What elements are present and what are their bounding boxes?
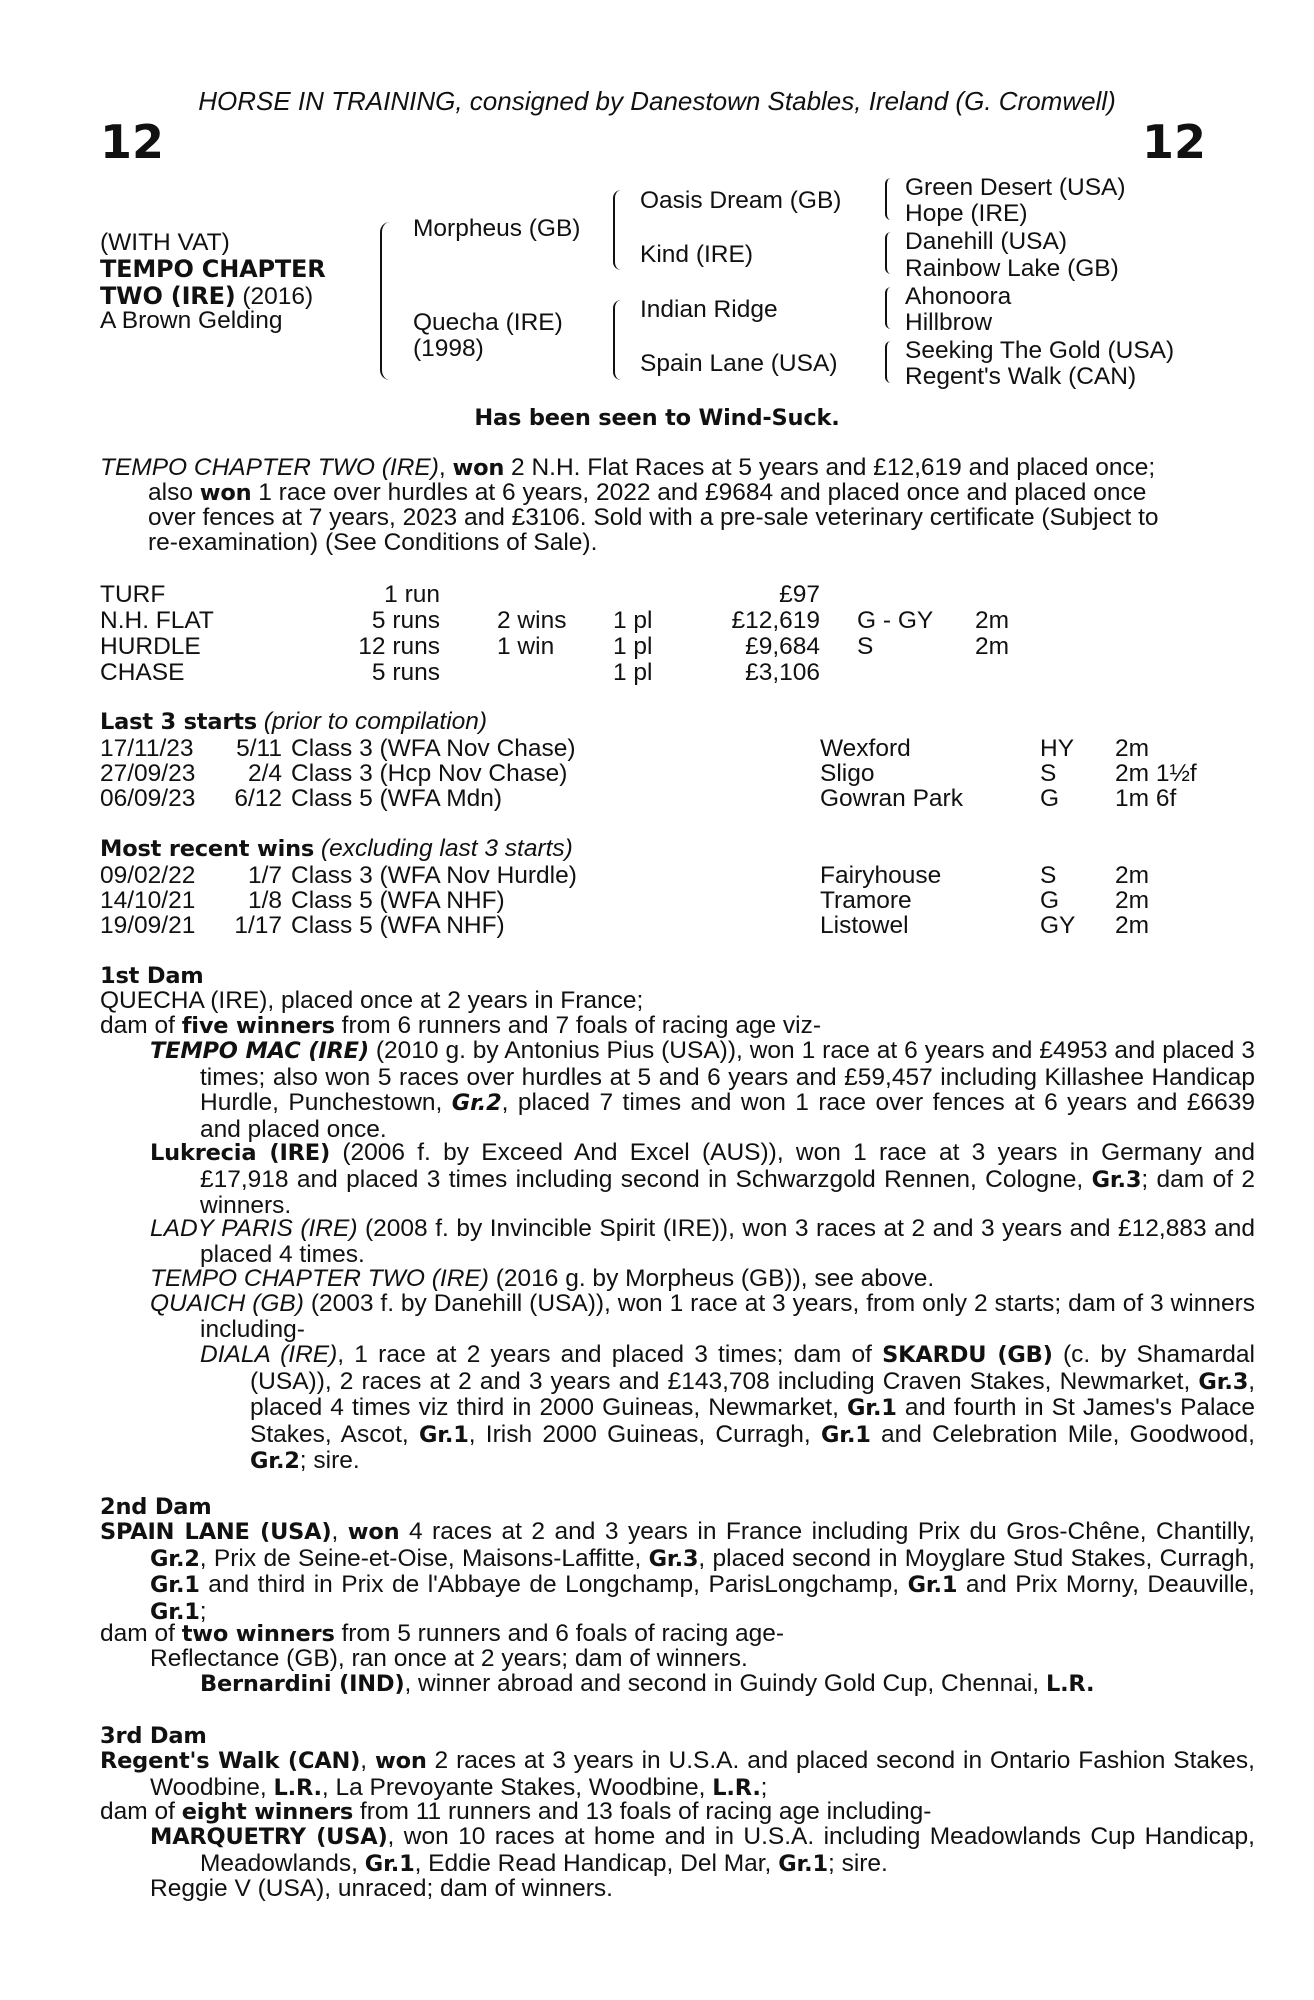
- text: and fourth in St James's Palace Stakes, Ascot,: [250, 1394, 1255, 1448]
- record-runs: 12 runs: [358, 633, 440, 660]
- brace-main: [380, 222, 390, 380]
- win-going: GY: [1040, 912, 1076, 939]
- grade: Gr.2: [250, 1448, 300, 1474]
- produce-name: SKARDU (GB): [882, 1342, 1053, 1368]
- vat-label: (WITH VAT): [100, 229, 230, 256]
- brace-g3: [885, 287, 892, 329]
- text: from 11 runners and 13 foals of racing age including-: [353, 1798, 932, 1825]
- text: , Irish 2000 Guineas, Curragh,: [468, 1420, 821, 1448]
- record-type: N.H. FLAT: [100, 607, 214, 634]
- produce-name: MARQUETRY (USA): [150, 1824, 388, 1850]
- grade: Gr.1: [820, 1421, 871, 1448]
- sire-sire: Oasis Dream (GB): [640, 187, 842, 214]
- text: , Prix de Seine-et-Oise, Maisons-Laffitte,: [199, 1544, 649, 1572]
- record-runs: 5 runs: [371, 607, 440, 634]
- recent-wins-note: (excluding last 3 starts): [314, 835, 573, 862]
- grade: Gr.1: [418, 1421, 469, 1448]
- record-dist: 2m: [975, 633, 1010, 660]
- grade: Gr.1: [778, 1850, 828, 1877]
- start-position: 6/12: [234, 785, 282, 812]
- produce-diala: [200, 1342, 1255, 1475]
- text: (2003 f. by Danehill (USA)), won 1 race at 3 years, from only 2 starts; dam of 3 winners including-: [200, 1290, 1255, 1343]
- start-distance: 2m 1½f: [1115, 760, 1197, 787]
- text: (2008 f. by Invincible Spirit (IRE)), won 3 races at 2 and 3 years and £12,883 and placed 4 times.: [200, 1215, 1255, 1268]
- summary-line4: re-examination) (See Conditions of Sale).: [148, 529, 598, 556]
- produce-lukrecia: [150, 1140, 1255, 1219]
- summary-comma: ,: [438, 454, 446, 481]
- ancestor-3: Danehill (USA): [905, 228, 1068, 255]
- dam-dam: Spain Lane (USA): [640, 350, 838, 377]
- win-date: 19/09/21: [100, 912, 196, 939]
- ancestor-1: Green Desert (USA): [905, 174, 1126, 201]
- grade: Gr.3: [648, 1545, 699, 1572]
- text: , Eddie Read Handicap, Del Mar,: [414, 1849, 779, 1877]
- produce-name: DIALA (IRE): [200, 1341, 338, 1368]
- start-position: 5/11: [236, 735, 282, 762]
- record-prize: £97: [779, 581, 820, 608]
- wind-note: Has been seen to Wind-Suck.: [474, 405, 840, 431]
- grade: Gr.2: [451, 1090, 502, 1116]
- first-dam-title: 1st Dam: [100, 963, 204, 989]
- record-runs: 5 runs: [371, 659, 440, 686]
- start-date: 17/11/23: [100, 735, 194, 762]
- sire: Morpheus (GB): [413, 215, 581, 242]
- grade: Gr.1: [150, 1598, 200, 1625]
- grade: Gr.2: [150, 1545, 200, 1572]
- summary-horse-name: TEMPO CHAPTER TWO (IRE): [100, 454, 439, 481]
- start-position: 2/4: [247, 760, 282, 787]
- text: dam of: [100, 1620, 182, 1647]
- summary-won2: won: [199, 480, 252, 506]
- third-dam-record: [100, 1748, 1255, 1801]
- dam-year: (1998): [413, 335, 484, 362]
- first-dam-line1: QUECHA (IRE), placed once at 2 years in France;: [100, 987, 644, 1014]
- text: ,: [360, 1747, 375, 1774]
- dam: Quecha (IRE): [413, 309, 563, 336]
- text: ; sire.: [299, 1447, 360, 1474]
- text: , placed 4 times viz third in 2000 Guineas, Newmarket,: [250, 1367, 1255, 1421]
- record-wins: 2 wins: [497, 607, 567, 634]
- produce-name: TEMPO MAC (IRE): [150, 1038, 369, 1064]
- text: , La Prevoyante Stakes, Woodbine,: [321, 1773, 713, 1801]
- brace-sire: [613, 190, 621, 270]
- page-header: HORSE IN TRAINING, consigned by Danestown Stables, Ireland (G. Cromwell): [198, 86, 1116, 116]
- text: , winner abroad and second in Guindy Gold Cup, Chennai,: [404, 1670, 1046, 1697]
- win-going: S: [1040, 862, 1057, 889]
- produce-quaich: [150, 1291, 1255, 1342]
- ancestor-8: Regent's Walk (CAN): [905, 363, 1137, 390]
- win-going: G: [1040, 887, 1060, 914]
- dam-name: SPAIN LANE (USA): [100, 1519, 332, 1545]
- produce-name: TEMPO CHAPTER TWO (IRE): [150, 1265, 489, 1292]
- text: (2016 g. by Morpheus (GB)), see above.: [488, 1265, 935, 1292]
- text: ; dam of 2 winners.: [200, 1165, 1255, 1219]
- grade: Gr.3: [1198, 1368, 1249, 1395]
- start-race: Class 3 (Hcp Nov Chase): [291, 760, 568, 787]
- win-course: Listowel: [820, 912, 909, 939]
- start-distance: 2m: [1115, 735, 1150, 762]
- horse-name-line1: TEMPO CHAPTER: [100, 255, 326, 283]
- start-race: Class 5 (WFA Mdn): [291, 785, 503, 812]
- horse-name-line2-wrap: [100, 282, 313, 310]
- produce-lady-paris: [150, 1216, 1255, 1267]
- text: 4 races at 2 and 3 years in France including Prix du Gros-Chêne, Chantilly,: [399, 1518, 1255, 1545]
- text: , placed second in Moyglare Stud Stakes, Curragh,: [698, 1544, 1255, 1572]
- text: dam of: [100, 1012, 182, 1039]
- win-race: Class 3 (WFA Nov Hurdle): [291, 862, 577, 889]
- winners-count: two winners: [181, 1621, 335, 1647]
- win-course: Fairyhouse: [820, 862, 942, 889]
- record-prize: £12,619: [731, 607, 820, 634]
- win-race: Class 5 (WFA NHF): [291, 912, 505, 939]
- produce-marquetry: [150, 1824, 1255, 1877]
- sire-dam: Kind (IRE): [640, 241, 754, 268]
- produce-name: LADY PARIS (IRE): [150, 1215, 358, 1242]
- grade: Gr.1: [907, 1572, 958, 1598]
- win-distance: 2m: [1115, 912, 1150, 939]
- text: ;: [199, 1597, 207, 1625]
- start-course: Sligo: [820, 760, 875, 787]
- win-distance: 2m: [1115, 862, 1150, 889]
- produce-name: QUAICH (GB): [150, 1290, 304, 1317]
- recent-wins-heading: [100, 836, 573, 862]
- text: from 5 runners and 6 foals of racing age-: [334, 1620, 785, 1647]
- start-going: HY: [1040, 735, 1075, 762]
- text: ; sire.: [827, 1849, 888, 1877]
- brace-g4: [885, 341, 892, 383]
- win-position: 1/7: [247, 862, 282, 889]
- text: and Prix Morny, Deauville,: [957, 1571, 1255, 1598]
- lot-number-left: 12: [100, 115, 165, 169]
- summary-line1: [100, 455, 1155, 482]
- start-going: G: [1040, 785, 1060, 812]
- third-dam-produce-line: [100, 1799, 931, 1826]
- second-dam-record: [100, 1519, 1255, 1625]
- summary-also: also: [148, 479, 200, 506]
- win-position: 1/17: [234, 912, 282, 939]
- win-race: Class 5 (WFA NHF): [291, 887, 505, 914]
- start-distance: 1m 6f: [1115, 785, 1177, 812]
- record-runs: 1 run: [384, 581, 440, 608]
- ancestor-7: Seeking The Gold (USA): [905, 337, 1175, 364]
- brace-g2: [885, 232, 892, 274]
- text: ;: [760, 1773, 768, 1801]
- record-prize: £3,106: [745, 659, 820, 686]
- grade: Gr.1: [364, 1850, 415, 1877]
- dam-name: Regent's Walk (CAN): [100, 1748, 361, 1774]
- summary-line3: over fences at 7 years, 2023 and £3106. Sold with a pre-sale veterinary certificate (Subject to: [148, 504, 1159, 531]
- win-position: 1/8: [247, 887, 282, 914]
- grade: L.R.: [712, 1774, 761, 1801]
- grade: Gr.1: [847, 1395, 897, 1421]
- second-dam-title: 2nd Dam: [100, 1494, 212, 1520]
- last3-heading: [100, 709, 487, 735]
- ancestor-4: Rainbow Lake (GB): [905, 255, 1119, 282]
- last3-note: (prior to compilation): [256, 708, 488, 735]
- ancestor-6: Hillbrow: [905, 309, 993, 336]
- record-going: G - GY: [857, 607, 934, 634]
- win-distance: 2m: [1115, 887, 1150, 914]
- text: and third in Prix de l'Abbaye de Longchamp, ParisLongchamp,: [199, 1571, 908, 1598]
- win-course: Tramore: [820, 887, 912, 914]
- summary-line2: [148, 480, 1146, 507]
- text: (2010 g. by Antonius Pius (USA)), won 1 race at 6 years and £4953 and placed 3 times; also won 5 races over hurdles at 5 and 6 years and £59,457 including Killashee Handicap Hurdle, Punchestown,: [200, 1037, 1255, 1116]
- record-type: TURF: [100, 581, 166, 608]
- winners-count: five winners: [181, 1013, 335, 1039]
- record-type: HURDLE: [100, 633, 201, 660]
- text: and Celebration Mile, Goodwood,: [870, 1420, 1255, 1448]
- brace-dam: [613, 300, 621, 380]
- brace-g1: [885, 178, 892, 220]
- won-label: won: [347, 1519, 400, 1545]
- text: dam of: [100, 1798, 182, 1825]
- dam-sire: Indian Ridge: [640, 296, 778, 323]
- text: , placed 7 times and won 1 race over fences at 6 years and £6639 and placed once.: [200, 1089, 1255, 1143]
- won-label: won: [374, 1748, 427, 1774]
- ancestor-2: Hope (IRE): [905, 200, 1028, 227]
- grade: L.R.: [1045, 1671, 1095, 1697]
- grade: L.R.: [273, 1774, 322, 1801]
- horse-year: (2016): [235, 283, 314, 310]
- third-dam-title: 3rd Dam: [100, 1723, 207, 1749]
- start-going: S: [1040, 760, 1057, 787]
- record-placed: 1 pl: [613, 633, 653, 660]
- produce-reflectance: Reflectance (GB), ran once at 2 years; dam of winners.: [150, 1645, 748, 1672]
- record-type: CHASE: [100, 659, 185, 686]
- ancestor-5: Ahonoora: [905, 283, 1012, 310]
- text: , won 10 races at home and in U.S.A. including Meadowlands Cup Handicap, Meadowlands,: [200, 1823, 1255, 1877]
- horse-name-line2: TWO (IRE): [100, 282, 236, 310]
- text: (2006 f. by Exceed And Excel (AUS)), won 1 race at 3 years in Germany and £17,918 and placed 3 times including second in Schwarzgold Rennen, Cologne,: [200, 1139, 1255, 1193]
- text: 2 races at 3 years in U.S.A. and placed second in Ontario Fashion Stakes, Woodbine,: [150, 1747, 1255, 1801]
- grade: Gr.3: [1091, 1166, 1142, 1193]
- produce-name: Lukrecia (IRE): [150, 1140, 331, 1166]
- text: from 6 runners and 7 foals of racing age viz-: [334, 1012, 822, 1039]
- start-date: 27/09/23: [100, 760, 196, 787]
- win-date: 14/10/21: [100, 887, 196, 914]
- first-dam-line2: [100, 1013, 821, 1040]
- summary-text2: 1 race over hurdles at 6 years, 2022 and £9684 and placed once and placed once: [251, 479, 1147, 506]
- start-course: Wexford: [820, 735, 911, 762]
- record-dist: 2m: [975, 607, 1010, 634]
- produce-reggie-v: Reggie V (USA), unraced; dam of winners.: [150, 1875, 613, 1902]
- record-prize: £9,684: [745, 633, 820, 660]
- grade: Gr.1: [150, 1572, 200, 1598]
- text: ,: [331, 1518, 348, 1545]
- winners-count: eight winners: [181, 1799, 354, 1825]
- summary-won: won: [452, 455, 505, 481]
- start-race: Class 3 (WFA Nov Chase): [291, 735, 576, 762]
- produce-name: Bernardini (IND): [200, 1671, 405, 1697]
- recent-wins-title: Most recent wins: [100, 836, 315, 862]
- record-wins: 1 win: [497, 633, 555, 660]
- horse-description: A Brown Gelding: [100, 307, 283, 334]
- win-date: 09/02/22: [100, 862, 196, 889]
- produce-bernardini: [200, 1671, 1094, 1698]
- produce-tempo-chapter-two: [150, 1266, 934, 1292]
- start-date: 06/09/23: [100, 785, 196, 812]
- record-placed: 1 pl: [613, 607, 653, 634]
- second-dam-produce-line: [100, 1621, 784, 1648]
- lot-number-right: 12: [1141, 115, 1206, 169]
- produce-tempo-mac: [150, 1038, 1255, 1142]
- record-going: S: [857, 633, 874, 660]
- summary-text1: 2 N.H. Flat Races at 5 years and £12,619 and placed once;: [504, 454, 1156, 481]
- start-course: Gowran Park: [820, 785, 963, 812]
- text: (c. by Shamardal (USA)), 2 races at 2 and 3 years and £143,708 including Craven Stakes, Newmarket,: [250, 1341, 1255, 1395]
- record-placed: 1 pl: [613, 659, 653, 686]
- last3-title: Last 3 starts: [100, 709, 257, 735]
- text: , 1 race at 2 years and placed 3 times; dam of: [337, 1341, 883, 1368]
